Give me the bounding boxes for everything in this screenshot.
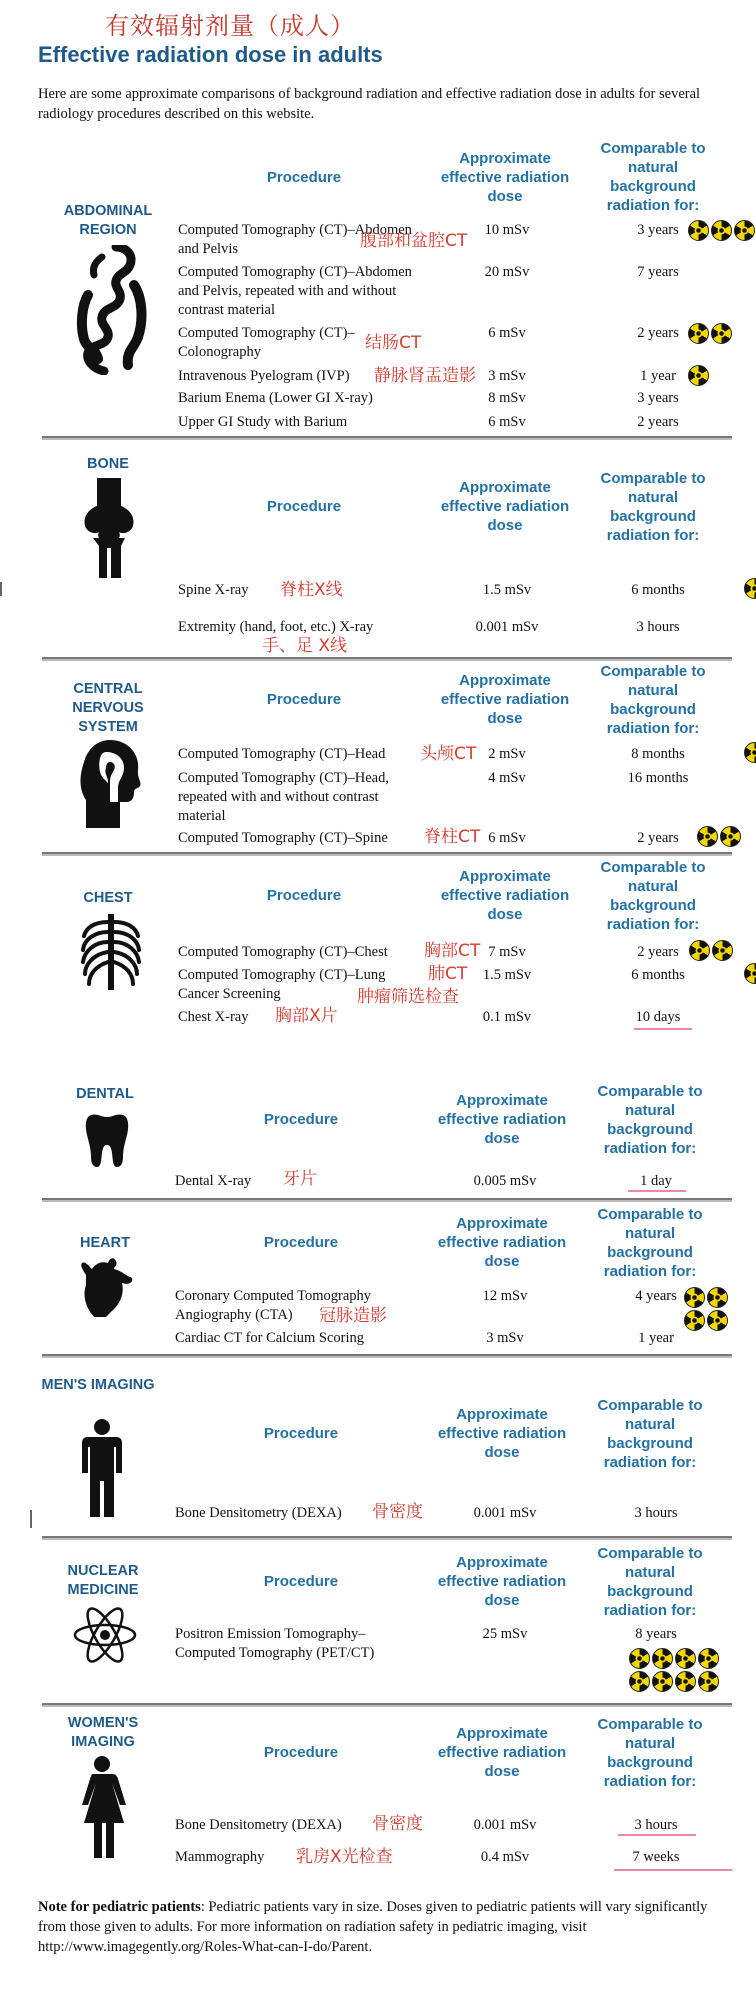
header-procedure: Procedure <box>263 1111 339 1128</box>
category-bone: BONE <box>87 456 129 472</box>
section-divider <box>42 852 732 854</box>
comparable-time: 7 weeks <box>632 1849 680 1865</box>
intro-text: Here are some approximate comparisons of background radiation and effective radiation dose in adults for several radiology procedures described on this website. <box>38 86 701 122</box>
procedure-name: Chest X-ray <box>178 1009 249 1025</box>
radiation-icon <box>707 1310 728 1331</box>
section-divider <box>42 1703 732 1705</box>
procedure-name: Computed Tomography (CT)–Chest <box>178 944 388 960</box>
header-procedure: Procedure <box>263 1573 339 1590</box>
procedure-name: Computed Tomography (CT)–Lung Cancer Screening <box>178 967 386 1002</box>
header-compare: Comparable to natural background radiation for: <box>600 140 706 214</box>
procedure-name: Computed Tomography (CT)–Abdomen and Pelvis, repeated with and without contrast material <box>178 264 412 318</box>
chinese-annotation: 静脉肾盂造影 <box>374 366 476 386</box>
comparable-time: 2 years <box>637 325 679 341</box>
chinese-annotation: 肺CT <box>428 964 468 984</box>
header-compare: Comparable to natural background radiation for: <box>600 859 706 933</box>
procedure-name: Extremity (hand, foot, etc.) X-ray <box>178 619 374 635</box>
procedure-name: Computed Tomography (CT)–Head <box>178 746 386 762</box>
category-cns: CENTRAL NERVOUS SYSTEM <box>72 681 144 735</box>
procedure-name: Computed Tomography (CT)–Colonography <box>178 325 355 360</box>
dose-value: 1.5 mSv <box>482 582 532 598</box>
procedure-name: Dental X-ray <box>175 1173 252 1189</box>
radiation-icon <box>697 826 718 847</box>
dose-value: 10 mSv <box>484 222 530 238</box>
intestine-icon <box>76 245 148 375</box>
radiation-icon <box>684 1310 705 1331</box>
category-chest: CHEST <box>83 890 133 906</box>
edge-mark <box>30 1510 32 1528</box>
radiation-icon <box>734 220 755 241</box>
header-compare: Comparable to natural background radiation for: <box>600 470 706 544</box>
radiation-icon <box>629 1671 650 1692</box>
radiation-icon <box>688 220 709 241</box>
header-dose: Approximate effective radiation dose <box>440 150 570 205</box>
dose-value: 4 mSv <box>488 770 526 786</box>
head-silhouette-icon <box>80 738 142 828</box>
radiation-icon <box>744 742 756 763</box>
chinese-annotation: 肿瘤筛选检查 <box>357 987 459 1007</box>
header-procedure: Procedure <box>266 691 342 708</box>
header-dose: Approximate effective radiation dose <box>440 479 570 534</box>
comparable-time: 8 years <box>635 1626 677 1642</box>
header-dose: Approximate effective radiation dose <box>437 1092 567 1147</box>
dose-value: 1.5 mSv <box>482 967 532 983</box>
heart-icon <box>78 1257 136 1317</box>
radiation-icon <box>707 1287 728 1308</box>
chinese-annotation: 冠脉造影 <box>319 1306 387 1326</box>
radiation-icon <box>744 963 756 984</box>
chinese-annotation: 骨密度 <box>372 1814 423 1834</box>
comparable-time: 1 day <box>640 1173 672 1189</box>
dose-value: 3 mSv <box>488 368 526 384</box>
radiation-icon <box>744 578 756 599</box>
radiation-icon <box>711 323 732 344</box>
radiation-icon <box>652 1648 673 1669</box>
procedure-name: Spine X-ray <box>178 582 249 598</box>
dose-value: 0.001 mSv <box>473 1817 537 1833</box>
header-compare: Comparable to natural background radiation for: <box>597 1206 703 1280</box>
highlight-underline <box>634 1028 692 1030</box>
ribcage-icon <box>80 914 142 990</box>
header-dose: Approximate effective radiation dose <box>437 1406 567 1461</box>
procedure-name: Coronary Computed Tomography Angiography (CTA) <box>175 1288 372 1323</box>
dose-value: 6 mSv <box>488 830 526 846</box>
radiation-icon <box>689 940 710 961</box>
header-procedure: Procedure <box>263 1234 339 1251</box>
comparable-time: 1 year <box>640 368 676 384</box>
header-compare: Comparable to natural background radiation for: <box>597 1397 703 1471</box>
header-compare: Comparable to natural background radiation for: <box>597 1545 703 1619</box>
comparable-time: 2 years <box>637 414 679 430</box>
dose-value: 0.005 mSv <box>473 1173 537 1189</box>
comparable-time: 2 years <box>637 830 679 846</box>
category-heart: HEART <box>80 1235 130 1251</box>
procedure-name: Computed Tomography (CT)–Head, repeated with and without contrast material <box>178 770 389 824</box>
man-icon <box>80 1419 124 1519</box>
procedure-name: Barium Enema (Lower GI X-ray) <box>178 390 373 406</box>
pediatric-note <box>38 1897 728 1957</box>
header-procedure: Procedure <box>266 498 342 515</box>
highlight-underline <box>614 1869 732 1871</box>
section-divider <box>42 1354 732 1356</box>
header-dose: Approximate effective radiation dose <box>437 1215 567 1270</box>
highlight-underline <box>618 1834 696 1836</box>
category-dental: DENTAL <box>76 1086 134 1102</box>
category-womens: WOMEN'S IMAGING <box>67 1715 139 1750</box>
page-title: Effective radiation dose in adults <box>38 42 383 67</box>
comparable-time: 16 months <box>627 770 689 786</box>
header-dose: Approximate effective radiation dose <box>437 1725 567 1780</box>
dose-value: 6 mSv <box>488 414 526 430</box>
note-text: : Pediatric patients vary in size. Doses given to pediatric patients will vary significantly from those given to adults. For more information on radiation safety in pediatric imaging, visit http://www.imagegently.org/Roles-What-can-I-do/Parent. <box>38 1899 708 1955</box>
radiation-icon <box>688 365 709 386</box>
radiation-icon <box>712 940 733 961</box>
chinese-title: 有效辐射剂量（成人） <box>105 12 355 40</box>
header-dose: Approximate effective radiation dose <box>440 868 570 923</box>
category-nuclear: NUCLEAR MEDICINE <box>67 1563 139 1598</box>
comparable-time: 3 hours <box>634 1817 678 1833</box>
radiation-icon <box>675 1648 696 1669</box>
comparable-time: 7 years <box>637 264 679 280</box>
section-divider <box>42 657 732 659</box>
dose-value: 20 mSv <box>484 264 530 280</box>
radiation-icon <box>720 826 741 847</box>
radiation-icon <box>629 1648 650 1669</box>
comparable-time: 2 years <box>637 944 679 960</box>
dose-value: 8 mSv <box>488 390 526 406</box>
radiation-icon <box>684 1287 705 1308</box>
comparable-time: 3 years <box>637 222 679 238</box>
atom-icon <box>72 1604 138 1666</box>
procedure-name: Upper GI Study with Barium <box>178 414 348 430</box>
chinese-annotation: 手、足 X线 <box>262 636 348 656</box>
header-procedure: Procedure <box>266 887 342 904</box>
chinese-annotation: 胸部X片 <box>275 1006 338 1026</box>
radiation-icon <box>688 323 709 344</box>
woman-icon <box>76 1756 128 1858</box>
edge-mark <box>0 582 2 596</box>
header-dose: Approximate effective radiation dose <box>437 1554 567 1609</box>
comparable-time: 6 months <box>631 967 685 983</box>
procedure-name: Positron Emission Tomography–Computed Tomography (PET/CT) <box>175 1626 375 1661</box>
chinese-annotation: 头颅CT <box>420 744 477 764</box>
chinese-annotation: 骨密度 <box>372 1502 423 1522</box>
chinese-annotation: 脊柱X线 <box>280 580 343 600</box>
tooth-icon <box>85 1113 129 1169</box>
radiation-icon <box>675 1671 696 1692</box>
dose-value: 3 mSv <box>486 1330 524 1346</box>
comparable-time: 8 months <box>631 746 685 762</box>
procedure-name: Mammography <box>175 1849 265 1865</box>
dose-value: 12 mSv <box>482 1288 528 1304</box>
procedure-name: Computed Tomography (CT)–Abdomen and Pelvis <box>178 222 412 257</box>
dose-value: 7 mSv <box>488 944 526 960</box>
procedure-name: Bone Densitometry (DEXA) <box>175 1817 342 1833</box>
chinese-annotation: 乳房X光检查 <box>296 1847 393 1867</box>
procedure-name: Computed Tomography (CT)–Spine <box>178 830 388 846</box>
header-procedure: Procedure <box>263 1744 339 1761</box>
comparable-time: 3 hours <box>636 619 680 635</box>
procedure-name: Cardiac CT for Calcium Scoring <box>175 1330 364 1346</box>
radiation-icon <box>698 1671 719 1692</box>
header-procedure: Procedure <box>263 1425 339 1442</box>
chinese-annotation: 腹部和盆腔CT <box>360 231 468 251</box>
header-compare: Comparable to natural background radiation for: <box>597 1083 703 1157</box>
dose-value: 2 mSv <box>488 746 526 762</box>
category-abdominal: ABDOMINAL REGION <box>63 203 153 238</box>
radiation-icon <box>698 1648 719 1669</box>
section-divider <box>42 1198 732 1200</box>
procedure-name: Intravenous Pyelogram (IVP) <box>178 368 350 384</box>
header-compare: Comparable to natural background radiation for: <box>597 1716 703 1790</box>
knee-joint-icon <box>83 478 135 578</box>
comparable-time: 3 hours <box>634 1505 678 1521</box>
chinese-annotation: 牙片 <box>283 1169 317 1189</box>
comparable-time: 3 years <box>637 390 679 406</box>
dose-value: 0.4 mSv <box>480 1849 530 1865</box>
radiation-icon <box>711 220 732 241</box>
comparable-time: 10 days <box>635 1009 681 1025</box>
comparable-time: 4 years <box>635 1288 677 1304</box>
chinese-annotation: 结肠CT <box>365 333 422 353</box>
dose-value: 25 mSv <box>482 1626 528 1642</box>
comparable-time: 6 months <box>631 582 685 598</box>
radiation-icon <box>652 1671 673 1692</box>
header-procedure: Procedure <box>266 169 342 186</box>
header-compare: Comparable to natural background radiation for: <box>600 663 706 737</box>
dose-value: 0.1 mSv <box>482 1009 532 1025</box>
procedure-name: Bone Densitometry (DEXA) <box>175 1505 342 1521</box>
chinese-annotation: 脊柱CT <box>424 827 481 847</box>
header-dose: Approximate effective radiation dose <box>440 672 570 727</box>
comparable-time: 1 year <box>638 1330 674 1346</box>
dose-value: 6 mSv <box>488 325 526 341</box>
section-divider <box>42 1536 732 1538</box>
category-mens: MEN'S IMAGING <box>41 1377 155 1393</box>
section-divider <box>42 436 732 438</box>
dose-value: 0.001 mSv <box>473 1505 537 1521</box>
note-label: Note for pediatric patients <box>38 1899 201 1915</box>
highlight-underline <box>628 1190 686 1192</box>
dose-value: 0.001 mSv <box>475 619 539 635</box>
chinese-annotation: 胸部CT <box>424 941 481 961</box>
